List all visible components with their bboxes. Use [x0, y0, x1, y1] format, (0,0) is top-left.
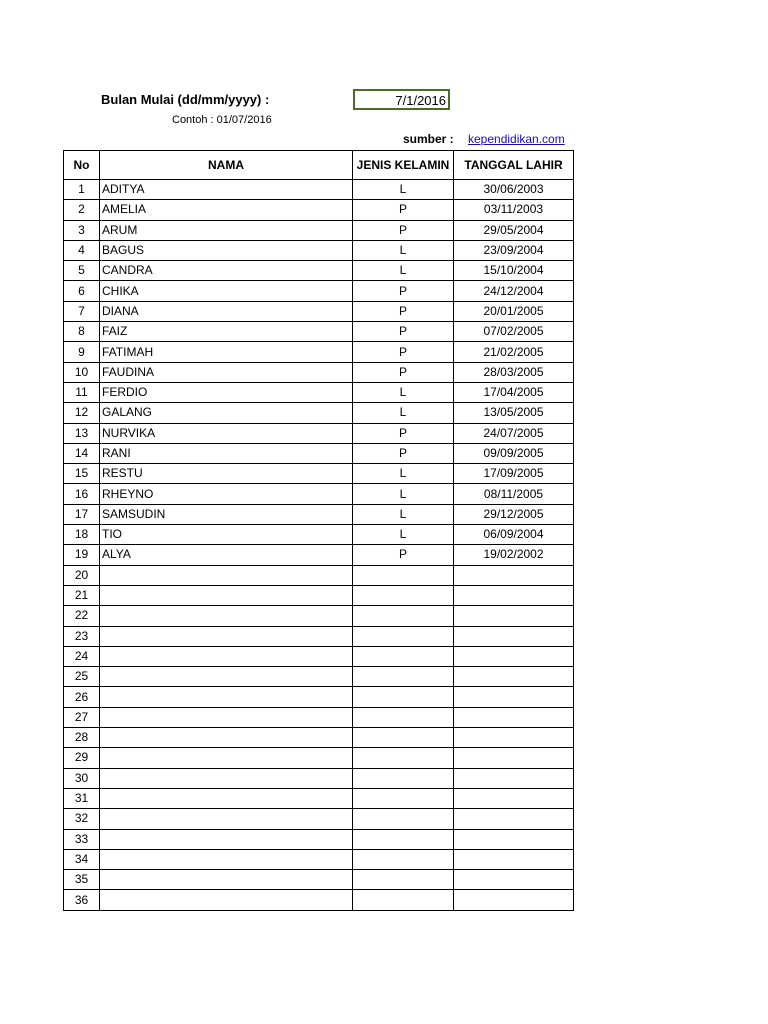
- cell-name[interactable]: AMELIA: [100, 200, 353, 220]
- cell-sex[interactable]: [353, 768, 454, 788]
- table-row: [64, 687, 574, 707]
- cell-dob[interactable]: 07/02/2005: [454, 322, 574, 342]
- cell-dob[interactable]: [454, 585, 574, 605]
- cell-sex[interactable]: L: [353, 382, 454, 402]
- cell-sex[interactable]: P: [353, 545, 454, 565]
- table-row: [64, 707, 574, 727]
- cell-dob[interactable]: 24/12/2004: [454, 281, 574, 301]
- table-row: [64, 768, 574, 788]
- cell-name[interactable]: ADITYA: [100, 180, 353, 200]
- cell-dob[interactable]: 08/11/2005: [454, 484, 574, 504]
- source-link[interactable]: kependidikan.com: [468, 132, 565, 146]
- table-row: [64, 849, 574, 869]
- cell-dob[interactable]: [454, 788, 574, 808]
- cell-dob[interactable]: 29/05/2004: [454, 220, 574, 240]
- cell-no[interactable]: 15: [64, 464, 100, 484]
- cell-sex[interactable]: [353, 606, 454, 626]
- cell-sex[interactable]: P: [353, 200, 454, 220]
- start-month-cell[interactable]: 7/1/2016: [353, 89, 450, 110]
- cell-sex[interactable]: [353, 890, 454, 910]
- cell-dob[interactable]: [454, 748, 574, 768]
- table-row: [64, 667, 574, 687]
- cell-sex[interactable]: [353, 788, 454, 808]
- cell-no[interactable]: 31: [64, 788, 100, 808]
- cell-no[interactable]: 13: [64, 423, 100, 443]
- table-row: [64, 220, 574, 240]
- cell-no[interactable]: 2: [64, 200, 100, 220]
- table-row: [64, 261, 574, 281]
- start-month-label: Bulan Mulai (dd/mm/yyyy) :: [101, 92, 270, 107]
- cell-sex[interactable]: L: [353, 464, 454, 484]
- cell-name[interactable]: [100, 748, 353, 768]
- cell-sex[interactable]: L: [353, 484, 454, 504]
- table-row: [64, 890, 574, 910]
- cell-name[interactable]: GALANG: [100, 403, 353, 423]
- cell-name[interactable]: TIO: [100, 525, 353, 545]
- table-row: [64, 200, 574, 220]
- cell-name[interactable]: FAUDINA: [100, 362, 353, 382]
- table-row: [64, 585, 574, 605]
- table-row: [64, 403, 574, 423]
- cell-name[interactable]: RHEYNO: [100, 484, 353, 504]
- cell-no[interactable]: 14: [64, 443, 100, 463]
- cell-no[interactable]: 10: [64, 362, 100, 382]
- table-row: [64, 870, 574, 890]
- cell-name[interactable]: [100, 667, 353, 687]
- column-header-name[interactable]: NAMA: [100, 151, 353, 180]
- table-row: [64, 180, 574, 200]
- cell-sex[interactable]: [353, 646, 454, 666]
- table-row: [64, 464, 574, 484]
- cell-no[interactable]: 35: [64, 870, 100, 890]
- table-row: [64, 545, 574, 565]
- cell-no[interactable]: 1: [64, 180, 100, 200]
- cell-sex[interactable]: L: [353, 525, 454, 545]
- cell-no[interactable]: 22: [64, 606, 100, 626]
- cell-name[interactable]: [100, 829, 353, 849]
- table-row: [64, 484, 574, 504]
- cell-name[interactable]: CHIKA: [100, 281, 353, 301]
- cell-name[interactable]: FERDIO: [100, 382, 353, 402]
- table-row: [64, 809, 574, 829]
- table-row: [64, 504, 574, 524]
- cell-dob[interactable]: [454, 890, 574, 910]
- cell-no[interactable]: 3: [64, 220, 100, 240]
- table-row: [64, 443, 574, 463]
- cell-name[interactable]: [100, 646, 353, 666]
- cell-name[interactable]: RANI: [100, 443, 353, 463]
- cell-no[interactable]: 7: [64, 301, 100, 321]
- cell-name[interactable]: CANDRA: [100, 261, 353, 281]
- cell-name[interactable]: [100, 788, 353, 808]
- table-row: [64, 606, 574, 626]
- cell-name[interactable]: SAMSUDIN: [100, 504, 353, 524]
- cell-no[interactable]: 12: [64, 403, 100, 423]
- table-row: [64, 788, 574, 808]
- cell-no[interactable]: 8: [64, 322, 100, 342]
- cell-name[interactable]: [100, 870, 353, 890]
- cell-no[interactable]: 21: [64, 585, 100, 605]
- table-row: [64, 301, 574, 321]
- cell-name[interactable]: BAGUS: [100, 240, 353, 260]
- cell-name[interactable]: [100, 768, 353, 788]
- table-row: [64, 565, 574, 585]
- cell-dob[interactable]: 28/03/2005: [454, 362, 574, 382]
- cell-name[interactable]: FATIMAH: [100, 342, 353, 362]
- cell-sex[interactable]: [353, 565, 454, 585]
- cell-dob[interactable]: [454, 606, 574, 626]
- cell-sex[interactable]: [353, 687, 454, 707]
- cell-no[interactable]: 5: [64, 261, 100, 281]
- cell-name[interactable]: [100, 809, 353, 829]
- cell-sex[interactable]: P: [353, 342, 454, 362]
- cell-sex[interactable]: [353, 585, 454, 605]
- cell-sex[interactable]: P: [353, 443, 454, 463]
- cell-no[interactable]: 20: [64, 565, 100, 585]
- cell-sex[interactable]: [353, 707, 454, 727]
- cell-dob[interactable]: [454, 870, 574, 890]
- table-row: [64, 728, 574, 748]
- cell-dob[interactable]: [454, 809, 574, 829]
- cell-no[interactable]: 9: [64, 342, 100, 362]
- cell-dob[interactable]: [454, 646, 574, 666]
- cell-dob[interactable]: [454, 728, 574, 748]
- cell-no[interactable]: 23: [64, 626, 100, 646]
- cell-sex[interactable]: [353, 809, 454, 829]
- cell-sex[interactable]: L: [353, 261, 454, 281]
- cell-dob[interactable]: 21/02/2005: [454, 342, 574, 362]
- cell-no[interactable]: 26: [64, 687, 100, 707]
- cell-name[interactable]: [100, 890, 353, 910]
- table-row: [64, 382, 574, 402]
- cell-sex[interactable]: P: [353, 322, 454, 342]
- cell-sex[interactable]: [353, 667, 454, 687]
- cell-dob[interactable]: [454, 687, 574, 707]
- cell-name[interactable]: ARUM: [100, 220, 353, 240]
- cell-dob[interactable]: [454, 707, 574, 727]
- cell-no[interactable]: 32: [64, 809, 100, 829]
- cell-dob[interactable]: [454, 768, 574, 788]
- cell-dob[interactable]: 29/12/2005: [454, 504, 574, 524]
- cell-no[interactable]: 33: [64, 829, 100, 849]
- table-row: [64, 240, 574, 260]
- table-row: [64, 748, 574, 768]
- cell-no[interactable]: 27: [64, 707, 100, 727]
- cell-name[interactable]: ALYA: [100, 545, 353, 565]
- cell-dob[interactable]: 17/09/2005: [454, 464, 574, 484]
- cell-dob[interactable]: [454, 829, 574, 849]
- cell-no[interactable]: 34: [64, 849, 100, 869]
- table-row: [64, 362, 574, 382]
- table-row: [64, 829, 574, 849]
- example-note: Contoh : 01/07/2016: [172, 114, 272, 126]
- cell-sex[interactable]: [353, 849, 454, 869]
- cell-sex[interactable]: L: [353, 240, 454, 260]
- cell-sex[interactable]: [353, 829, 454, 849]
- cell-no[interactable]: 24: [64, 646, 100, 666]
- cell-sex[interactable]: L: [353, 504, 454, 524]
- cell-name[interactable]: [100, 849, 353, 869]
- cell-dob[interactable]: 20/01/2005: [454, 301, 574, 321]
- cell-no[interactable]: 30: [64, 768, 100, 788]
- cell-sex[interactable]: [353, 728, 454, 748]
- cell-dob[interactable]: 06/09/2004: [454, 525, 574, 545]
- table-row: [64, 342, 574, 362]
- cell-sex[interactable]: [353, 748, 454, 768]
- cell-sex[interactable]: P: [353, 281, 454, 301]
- table-row: [64, 626, 574, 646]
- table-row: [64, 322, 574, 342]
- cell-name[interactable]: [100, 707, 353, 727]
- cell-dob[interactable]: 23/09/2004: [454, 240, 574, 260]
- cell-name[interactable]: [100, 728, 353, 748]
- cell-no[interactable]: 6: [64, 281, 100, 301]
- student-table: [63, 150, 574, 911]
- column-header-sex[interactable]: JENIS KELAMIN: [353, 151, 454, 180]
- cell-no[interactable]: 29: [64, 748, 100, 768]
- cell-name[interactable]: [100, 565, 353, 585]
- table-row: [64, 423, 574, 443]
- cell-sex[interactable]: P: [353, 220, 454, 240]
- cell-no[interactable]: 18: [64, 525, 100, 545]
- cell-name[interactable]: [100, 606, 353, 626]
- cell-sex[interactable]: L: [353, 180, 454, 200]
- cell-no[interactable]: 25: [64, 667, 100, 687]
- cell-name[interactable]: FAIZ: [100, 322, 353, 342]
- cell-dob[interactable]: 13/05/2005: [454, 403, 574, 423]
- cell-name[interactable]: [100, 585, 353, 605]
- table-header-row: [64, 151, 574, 180]
- cell-no[interactable]: 4: [64, 240, 100, 260]
- cell-no[interactable]: 11: [64, 382, 100, 402]
- cell-dob[interactable]: 03/11/2003: [454, 200, 574, 220]
- cell-no[interactable]: 28: [64, 728, 100, 748]
- cell-no[interactable]: 19: [64, 545, 100, 565]
- column-header-no[interactable]: No: [64, 151, 100, 180]
- cell-sex[interactable]: P: [353, 423, 454, 443]
- cell-dob[interactable]: 19/02/2002: [454, 545, 574, 565]
- cell-sex[interactable]: [353, 870, 454, 890]
- cell-dob[interactable]: [454, 626, 574, 646]
- cell-dob[interactable]: 15/10/2004: [454, 261, 574, 281]
- cell-no[interactable]: 16: [64, 484, 100, 504]
- cell-sex[interactable]: [353, 626, 454, 646]
- cell-dob[interactable]: 09/09/2005: [454, 443, 574, 463]
- cell-dob[interactable]: 30/06/2003: [454, 180, 574, 200]
- cell-sex[interactable]: P: [353, 362, 454, 382]
- cell-name[interactable]: DIANA: [100, 301, 353, 321]
- table-row: [64, 646, 574, 666]
- table-row: [64, 281, 574, 301]
- cell-name[interactable]: [100, 626, 353, 646]
- cell-no[interactable]: 17: [64, 504, 100, 524]
- cell-no[interactable]: 36: [64, 890, 100, 910]
- cell-sex[interactable]: L: [353, 403, 454, 423]
- cell-name[interactable]: [100, 687, 353, 707]
- table-row: [64, 525, 574, 545]
- cell-name[interactable]: NURVIKA: [100, 423, 353, 443]
- cell-dob[interactable]: 17/04/2005: [454, 382, 574, 402]
- cell-name[interactable]: RESTU: [100, 464, 353, 484]
- cell-dob[interactable]: [454, 565, 574, 585]
- cell-dob[interactable]: [454, 667, 574, 687]
- column-header-dob[interactable]: TANGGAL LAHIR: [454, 151, 574, 180]
- source-label: sumber :: [403, 132, 454, 146]
- cell-dob[interactable]: [454, 849, 574, 869]
- cell-sex[interactable]: P: [353, 301, 454, 321]
- cell-dob[interactable]: 24/07/2005: [454, 423, 574, 443]
